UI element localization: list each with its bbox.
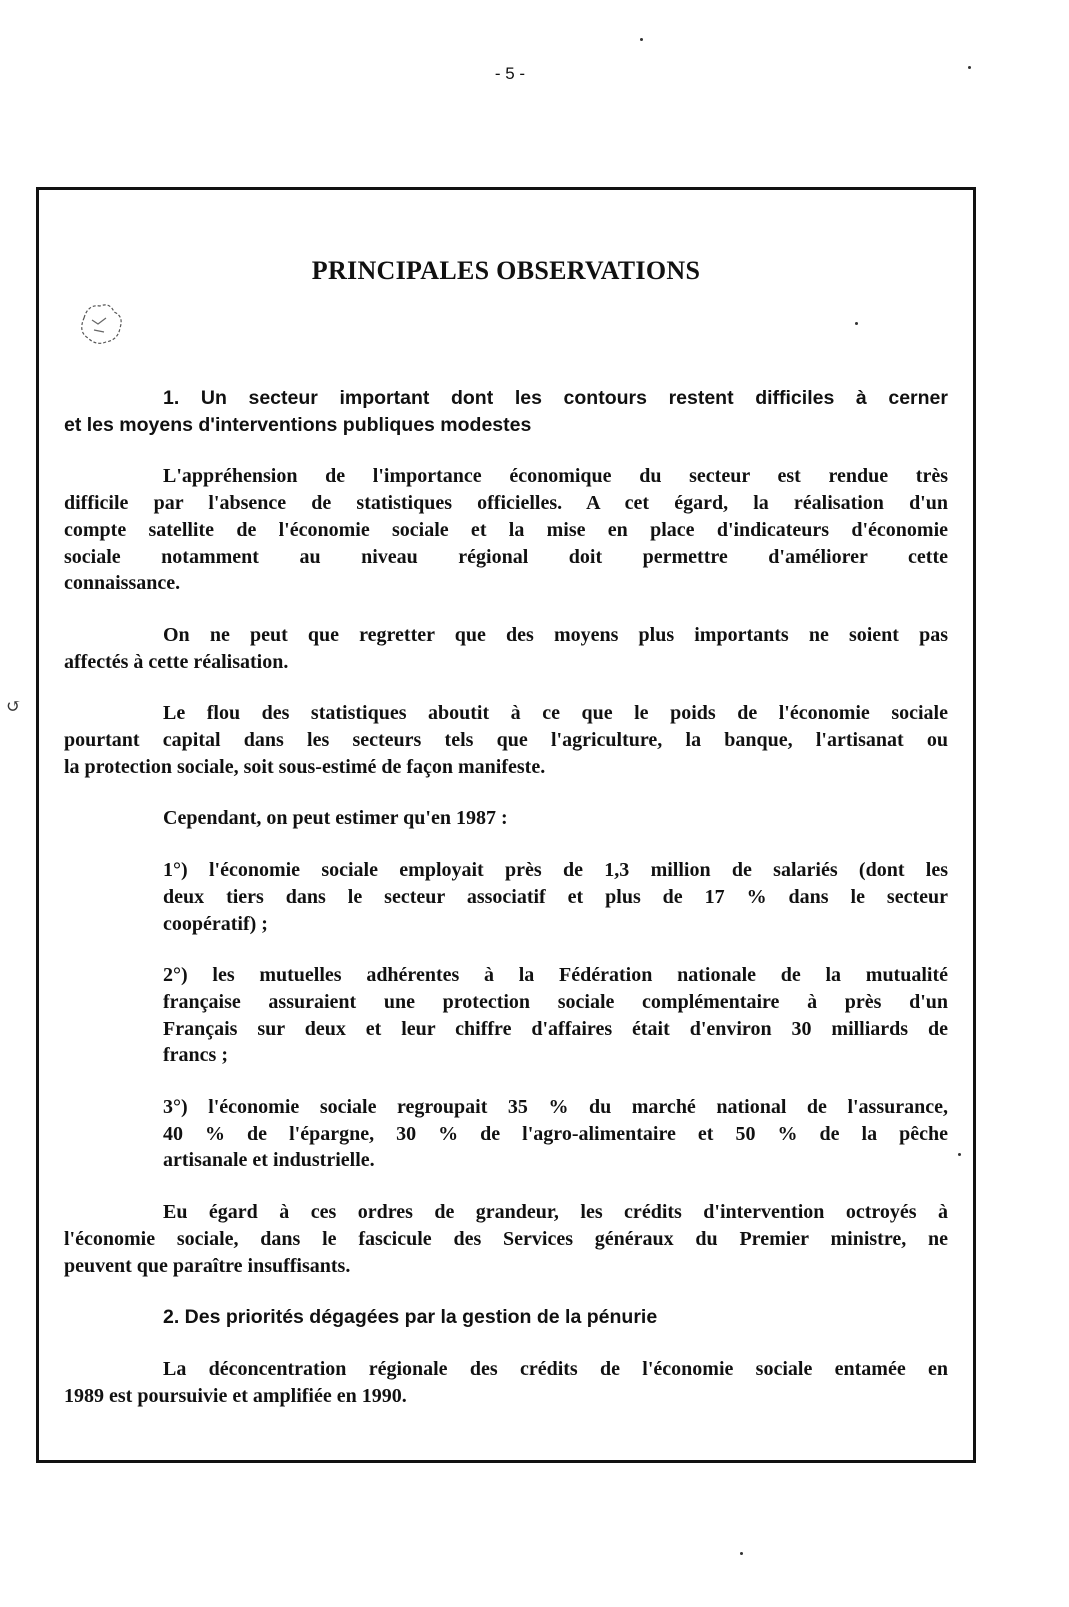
- text-line: 40 % de l'épargne, 30 % de l'agro-alimentaire et 50 % de la pêche: [163, 1122, 948, 1145]
- document-body: [64, 385, 948, 1434]
- text-line: 1989 est poursuivie et amplifiée en 1990.: [64, 1384, 407, 1407]
- list-item: [64, 1094, 948, 1174]
- text-line: Eu égard à ces ordres de grandeur, les crédits d'intervention octroyés à: [163, 1201, 948, 1224]
- text-line: 3°) l'économie sociale regroupait 35 % du marché national de l'assurance,: [163, 1096, 948, 1119]
- text-line: affectés à cette réalisation.: [64, 650, 289, 673]
- section-heading: [64, 1304, 948, 1331]
- page-number: - 5 -: [494, 64, 526, 83]
- text-line: et les moyens d'interventions publiques modestes: [64, 413, 532, 436]
- text-line: 2°) les mutuelles adhérentes à la Fédération nationale de la mutualité: [163, 964, 948, 987]
- text-line: L'appréhension de l'importance économique du secteur est rendue très: [163, 465, 948, 488]
- text-line: artisanale et industrielle.: [163, 1149, 375, 1172]
- paragraph: [64, 622, 948, 675]
- text-line: française assuraient une protection sociale complémentaire à près d'un: [163, 990, 948, 1013]
- margin-mark-icon: ↺: [6, 696, 22, 716]
- list-item: [64, 962, 948, 1069]
- section-heading: [64, 385, 948, 438]
- text-line: coopératif) ;: [163, 912, 268, 935]
- text-line: sociale notamment au niveau régional doit permettre d'améliorer cette: [64, 545, 948, 568]
- text-line: connaissance.: [64, 572, 181, 595]
- text-line: peuvent que paraître insuffisants.: [64, 1254, 351, 1277]
- list-item: [64, 805, 948, 832]
- text-line: 1°) l'économie sociale employait près de 1,3 million de salariés (dont les: [163, 859, 948, 882]
- page-title: PRINCIPALES OBSERVATIONS: [311, 256, 701, 285]
- text-line: francs ;: [163, 1044, 228, 1067]
- text-line: Le flou des statistiques aboutit à ce que le poids de l'économie sociale: [163, 702, 948, 725]
- list-item: [64, 857, 948, 937]
- text-line: la protection sociale, soit sous-estimé de façon manifeste.: [64, 755, 546, 778]
- text-line: deux tiers dans le secteur associatif et plus de 17 % dans le secteur: [163, 885, 948, 908]
- text-line: Cependant, on peut estimer qu'en 1987 :: [163, 807, 508, 830]
- paragraph: [64, 1199, 948, 1279]
- text-line: pourtant capital dans les secteurs tels que l'agriculture, la banque, l'artisanat ou: [64, 729, 948, 752]
- stamp-mark-icon: [74, 298, 130, 348]
- text-line: La déconcentration régionale des crédits de l'économie sociale entamée en: [163, 1357, 948, 1380]
- text-line: On ne peut que regretter que des moyens plus importants ne soient pas: [163, 623, 948, 646]
- text-line: 1. Un secteur important dont les contours restent difficiles à cerner: [163, 387, 948, 409]
- text-line: 2. Des priorités dégagées par la gestion de la pénurie: [163, 1306, 658, 1329]
- text-line: difficile par l'absence de statistiques officielles. A cet égard, la réalisation d'un: [64, 492, 948, 515]
- text-line: Français sur deux et leur chiffre d'affaires était d'environ 30 milliards de: [163, 1017, 948, 1040]
- text-line: compte satellite de l'économie sociale et la mise en place d'indicateurs d'économie: [64, 518, 948, 541]
- paragraph: [64, 463, 948, 597]
- paragraph: [64, 700, 948, 780]
- paragraph: [64, 1356, 948, 1409]
- text-line: l'économie sociale, dans le fascicule des Services généraux du Premier ministre, ne: [64, 1227, 948, 1250]
